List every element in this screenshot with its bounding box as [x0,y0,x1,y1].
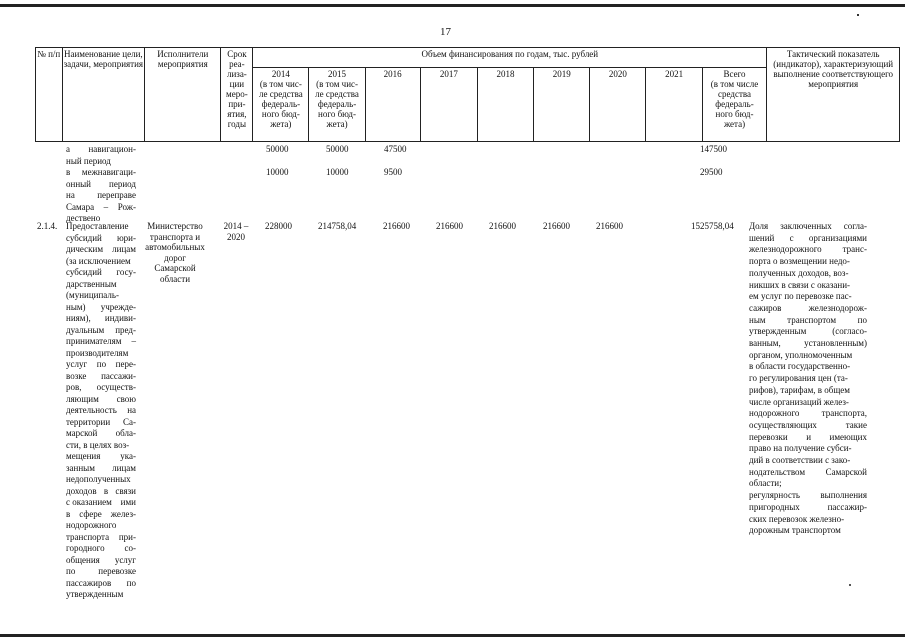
cell-y2014: 10000 [266,167,289,177]
continuation-name-line: онный период [66,178,136,189]
header-year-sub: ле средства [258,89,303,99]
header-year-2016 [365,68,420,142]
row-indicator [749,221,867,537]
row-name-line: ляющим свою [66,393,136,404]
header-year-sub: средства [718,89,752,99]
cell-y2018: 216600 [489,221,516,231]
row-name-line: возке пассажи- [66,370,136,381]
header-term-line: лиза- [226,69,247,79]
row-executor: дорог [164,252,186,263]
row-indicator-line: ванным, установленным) [749,338,867,349]
continuation-name-line: на переправе [66,190,136,200]
header-indicator: Тактический показатель (индикатор), характеризующий выполнение соответствующего мероприятия [767,48,900,142]
row-indicator-line: ным транспортом по [749,314,867,325]
cell-total: 1525758,04 [691,221,734,231]
header-term-line: ции [229,79,245,89]
header-year-sub: федераль- [317,99,357,109]
header-term-line: Срок [227,49,247,59]
row-indicator-line: области; [749,478,782,489]
row-name-line: территории Са- [66,416,136,427]
page-number: 17 [440,26,451,38]
row-name [66,221,136,601]
header-term-line: реа- [229,59,245,69]
header-year-sub: ного бюд- [261,109,300,119]
row-indicator-line: пригородных пассажир- [749,501,867,512]
row-indicator-line: Доля заключенных согла- [749,221,867,231]
header-year-2015 [309,68,365,142]
cell-y2016: 216600 [383,221,410,231]
cell-total: 147500 [700,144,727,154]
row-indicator-line: числе организаций желез- [749,396,849,407]
header-year-2017 [420,68,477,142]
scan-speck [857,14,859,16]
continuation-name-line: ный период [66,155,111,166]
row-term: 2020 [227,231,245,242]
continuation-name [66,144,136,225]
row-indicator-line: нодорожного транспорта, [749,408,867,419]
row-name-line: пассажиров по [66,577,136,588]
cell-y2017: 216600 [436,221,463,231]
header-year-label: 2014 [271,69,290,79]
header-year-sub: жета) [270,119,292,129]
row-name-line: нодорожного [66,520,117,530]
row-name-line: сти, в целях воз- [66,439,130,450]
row-name-line: городного со- [66,543,136,553]
scan-speck [849,584,851,586]
header-name: Наименование цели, задачи, мероприятия [62,48,145,142]
row-name-line: (муниципаль- [66,290,119,300]
row-name-line: ров, осуществ- [66,382,136,392]
header-year-sub: ного бюд- [715,109,754,119]
row-name-line: Предоставление [66,221,129,231]
header-table [35,47,900,142]
row-indicator-line: шений с организациями [749,232,867,243]
continuation-name-line: дествено [66,213,101,223]
continuation-name-line: в межнавигаци- [66,167,136,177]
row-indicator-line: дий в соответствии с зако- [749,455,851,466]
header-year-label: 2021 [665,69,684,79]
header-year-label: 2020 [608,69,627,79]
header-year-2021 [646,68,702,142]
row-executor: Министерство [147,221,203,231]
header-year-Всего [702,68,767,142]
row-name-line: недополученных [66,474,131,484]
header-year-label: 2018 [496,69,515,79]
row-name-line: ным) учрежде- [66,301,136,312]
header-term [221,48,253,142]
header-year-sub: жета) [723,119,746,129]
row-indicator-line: ских перевозок железно- [749,513,845,524]
bottom-rule [0,634,905,637]
row-name-line: производителям [66,347,129,358]
header-year-sub: (в том числе [710,79,759,89]
header-year-2020 [590,68,646,142]
row-indicator-line: го регулирования цен (та- [749,373,848,384]
cell-total: 29500 [700,167,723,177]
header-term-line: при- [228,99,246,109]
header-year-sub: ного бюд- [318,109,357,119]
row-indicator-line: сажиров железнодорож- [749,302,867,313]
row-name-line: транспорта при- [66,531,136,542]
header-year-2014 [253,68,309,142]
row-executor: транспорта и [149,231,201,242]
row-name-line: общения услуг [66,554,136,565]
row-name-line: услуг по пере- [66,359,136,369]
row-name-line: дическим лицам [66,244,136,254]
row-indicator-line: ем услуг по перевозке пас- [749,291,852,302]
header-year-2018 [477,68,533,142]
row-executor: Самарской [154,263,196,273]
cell-y2020: 216600 [596,221,623,231]
row-name-line: утвержденным [66,589,124,599]
header-year-label: 2019 [552,69,571,79]
row-indicator-line: органом, уполномоченным [749,349,853,360]
row-indicator-line: перевозки и имеющих [749,431,867,442]
row-indicator-line: порта о возмещении недо- [749,256,850,267]
cell-y2014: 50000 [266,144,289,154]
continuation-name-line: а навигацион- [66,144,136,154]
cell-y2015: 214758,04 [318,221,357,231]
cell-y2015: 50000 [326,144,349,154]
row-name-line: доходов в связи [66,485,136,496]
header-year-label: 2017 [439,69,458,79]
header-year-sub: (в том чис- [316,79,358,89]
row-indicator-line: нодательством Самарской [749,466,867,477]
row-name-line: деятельность на [66,405,136,415]
row-indicator-line: право на получение субси- [749,443,852,454]
row-name-line: ниям), индиви- [66,313,136,323]
header-year-sub: ле средства [315,89,359,99]
cell-y2019: 216600 [543,221,570,231]
row-name-line: с оказанием ими [66,497,136,507]
row-executor: области [159,273,191,284]
row-term: 2014 – [223,221,249,231]
row-indicator-line: в области государственно- [749,361,851,372]
row-indicator-line: железнодорожного транс- [749,244,867,255]
header-num: № п/п [36,48,63,142]
header-year-sub: федераль- [715,99,754,109]
header-term-line: меро- [226,89,248,99]
row-name-line: дарственным [66,278,117,289]
row-name-line: в сфере желез- [66,508,136,519]
row-name-line: мещения ука- [66,451,136,461]
row-indicator-line: полученных доходов, воз- [749,267,849,278]
row-name-line: (за исключением [66,255,131,266]
header-term-line: годы [227,119,247,129]
header-year-sub: федераль- [261,99,301,109]
header-year-sub: (в том чис- [259,79,302,89]
header-funding: Объем финансирования по годам, тыс. рублей [253,48,767,68]
row-indicator-line: дорожным транспортом [749,525,841,536]
header-year-sub: жета) [326,119,348,129]
row-name-line: занным лицам [66,462,136,473]
row-indicator-line: регулярность выполнения [749,490,867,501]
row-name-line: по перевозке [66,566,136,576]
header-year-label: Всего [723,69,746,79]
header-year-label: 2016 [383,69,402,79]
cell-y2014: 228000 [265,221,292,231]
top-rule [0,4,905,7]
cell-y2016: 47500 [384,144,407,154]
row-indicator-line: утвержденным (согласо- [749,326,867,337]
cell-y2016: 9500 [384,167,402,177]
row-number: 2.1.4. [37,221,58,231]
row-executor: автомобильных [145,242,205,252]
header-year-2019 [534,68,590,142]
header-year-label: 2015 [328,69,347,79]
row-name-line: дуальным пред- [66,324,136,335]
continuation-name-line: Самара – Рож- [66,201,136,212]
cell-y2015: 10000 [326,167,349,177]
header-term-line: ятия, [227,109,247,119]
header-executors: Исполнители мероприятия [145,48,221,142]
row-name-line: марской обла- [66,428,136,438]
row-indicator-line: никших в связи с оказани- [749,279,851,290]
row-indicator-line: рифов), тарифам, в общем [749,384,850,395]
row-name-line: принимателям – [66,336,136,346]
row-name-line: субсидий госу- [66,267,136,277]
row-indicator-line: осуществляющих такие [749,419,867,430]
row-name-line: субсидий юри- [66,232,136,243]
